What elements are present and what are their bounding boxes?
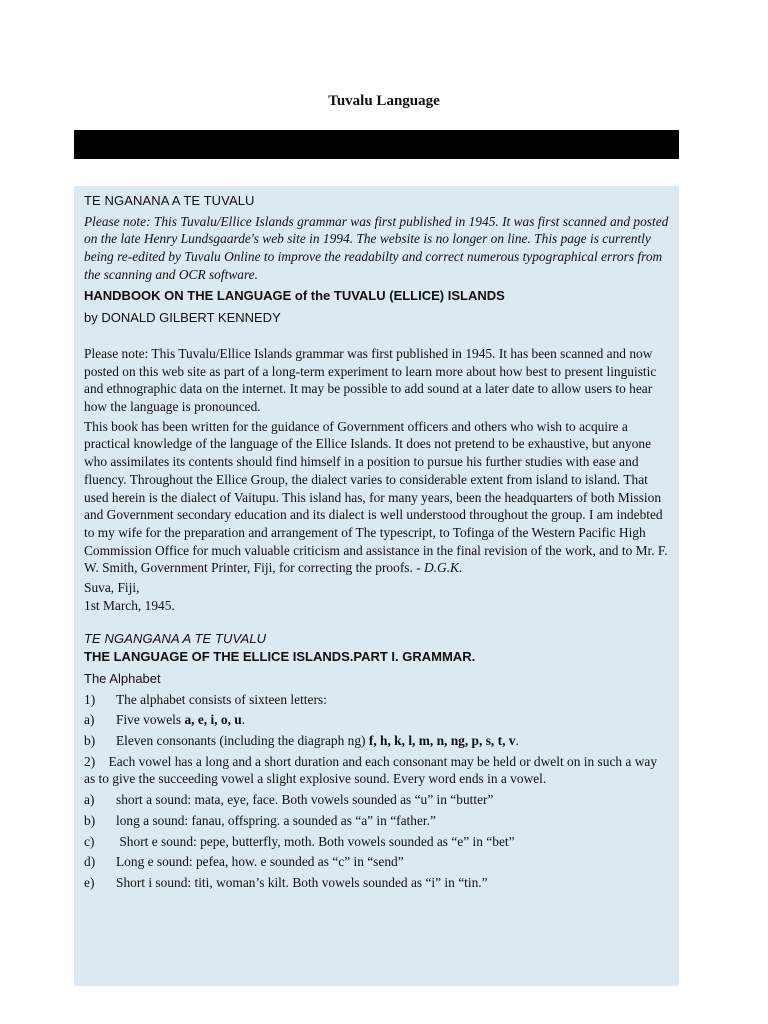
preface-signature: D.G.K. [424,560,463,576]
vowels-tail: . [241,712,246,728]
header-bar [74,130,679,159]
vowels-label: Five vowels [116,712,185,728]
list-number: e) [84,874,95,890]
list-number: 1) [84,691,96,707]
list-text [116,732,669,750]
list-text: Short e sound: pepe, butterfly, moth. Both vowels sounded as “e” in “bet” [116,833,515,849]
list-text: long a sound: fanau, offspring. a sounded as “a” in “father.” [116,812,436,828]
heading-te-ngangana: TE NGANGANA A TE TUVALU [84,631,267,647]
place-line: Suva, Fiji, [84,580,140,596]
list-number: a) [84,712,95,728]
consonants-tail: . [515,732,519,748]
sound-item-d [84,853,669,871]
original-note: Please note: This Tuvalu/Ellice Islands grammar was first published in 1945. It has been scanned and now posted on this web site as part of a long-term experiment to learn more about how best to present linguistic and ethnographic data on the internet. It may be possible to add sound at a later date to allow users to hear how the language is pronounced. [84,345,657,415]
list-text: short a sound: mata, eye, face. Both vowels sounded as “u” in “butter” [116,792,494,808]
list-text: Long e sound: pefea, how. e sounded as “c” in “send” [116,854,404,870]
date-line: 1st March, 1945. [84,597,175,613]
content-panel [74,186,679,986]
sound-item-b [84,812,669,830]
vowels-list: a, e, i, o, u [184,712,242,728]
document-title: Tuvalu Language [328,93,440,109]
list-item-vowels [84,711,669,729]
list-text: The alphabet consists of sixteen letters: [116,691,327,707]
author-byline: by DONALD GILBERT KENNEDY [84,310,281,326]
list-text [116,711,669,729]
sound-item-e [84,874,669,892]
list-number: b) [84,732,96,748]
editor-note: Please note: This Tuvalu/Ellice Islands grammar was first published in 1945. It was first scanned and posted on the late Henry Lundsgaarde's web site in 1994. The website is no longer on line. This page is currently being re-edited by Tuvalu Online to improve the readabilty and correct numerous typographical errors from the scanning and OCR software. [84,213,669,282]
list-number: c) [84,833,95,849]
list-number: a) [84,792,95,808]
spacer [84,327,669,343]
list-number: d) [84,854,96,870]
heading-te-nganana: TE NGANANA A TE TUVALU [84,193,255,208]
sound-item-a [84,791,669,809]
preface-text: This book has been written for the guidance of Government officers and others who wish to acquire a practical knowledge of the language of the Ellice Islands. It does not pretend to be exhaustive, but anyone who assimilates its contents should find himself in a position to pursue his further studies with ease and fluency. Throughout the Ellice Group, the dialect varies to considerable extent from island to island. That used herein is the dialect of Vaitupu. This island has, for many years, been the headquarters of both Mission and Government secondary education and its dialect is well understood throughout the group. I am indebted to my wife for the preparation and arrangement of The typescript, to Tofinga of the Western Pacific High Commission Office for much valuable criticism and assistance in the final revision of the work, and to Mr. F. W. Smith, Government Printer, Fiji, for correcting the proofs. - [84,418,668,576]
preface-paragraph [84,418,669,577]
part-heading: THE LANGUAGE OF THE ELLICE ISLANDS.PART I. GRAMMAR. [84,649,476,665]
sound-item-c [84,833,669,851]
item-2-paragraph: 2) Each vowel has a long and a short duration and each consonant may be held or dwelt on in such a way as to give the succeeding vowel a slight explosive sound. Every word ends in a vowel. [84,753,661,787]
list-item-1 [84,691,669,709]
list-item-consonants [84,732,669,750]
consonants-label: Eleven consonants (including the diagraph ng) [116,732,369,748]
spacer [84,614,669,630]
consonants-list: f, h, k, l, m, n, ng, p, s, t, v [368,732,516,748]
list-text: Short i sound: titi, woman’s kilt. Both vowels sounded as “i” in “tin.” [116,874,488,890]
alphabet-heading: The Alphabet [84,670,161,686]
handbook-title: HANDBOOK ON THE LANGUAGE of the TUVALU (ELLICE) ISLANDS [84,287,505,303]
list-number: b) [84,812,96,828]
